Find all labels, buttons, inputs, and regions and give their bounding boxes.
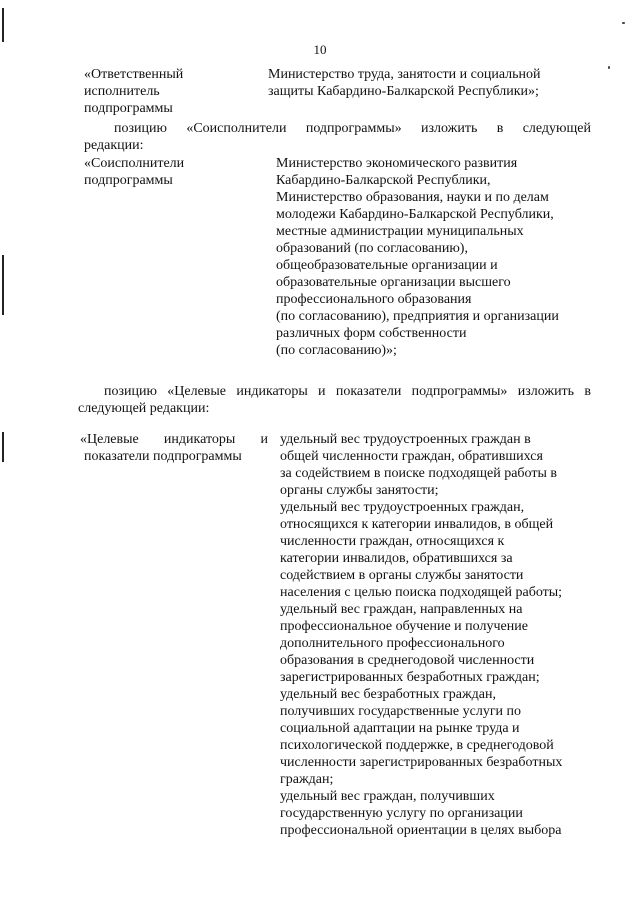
value-line: психологической поддержке, в среднегодовой xyxy=(280,738,554,753)
value-line: образования в среднегодовой численности xyxy=(280,653,535,668)
paragraph-line: следующей редакции: xyxy=(78,401,210,416)
value-line: общей численности граждан, обратившихся xyxy=(280,449,543,464)
target-indicators-label: показатели подпрограммы xyxy=(84,449,242,464)
co-executors-value xyxy=(276,155,559,359)
value-line: зарегистрированных безработных граждан; xyxy=(280,670,540,685)
label-line: «Соисполнители xyxy=(84,156,185,171)
scan-edge-mark-lower xyxy=(2,432,4,462)
value-line: получивших государственные услуги по xyxy=(280,704,522,719)
responsible-executor-value xyxy=(268,66,541,100)
value-line: социальной адаптации на рынке труда и xyxy=(280,721,520,736)
value-line: граждан; xyxy=(280,772,334,787)
value-line: населения с целью поиска подходящей работы; xyxy=(280,585,563,600)
value-line: за содействием в поиске подходящей работы в xyxy=(280,466,557,481)
value-line: защиты Кабардино-Балкарской Республики»; xyxy=(268,84,539,99)
paragraph-line: позицию «Целевые индикаторы и показатели подпрограммы» изложить в xyxy=(104,384,591,399)
co-executors-label xyxy=(84,155,184,189)
value-line: категории инвалидов, обратившихся за xyxy=(280,551,513,566)
value-line: (по согласованию), предприятия и организации xyxy=(276,309,559,324)
value-line: Министерство образования, науки и по делам xyxy=(276,190,549,205)
responsible-executor-label xyxy=(84,66,183,117)
value-line: местные администрации муниципальных xyxy=(276,224,524,239)
paragraph-line: позицию «Соисполнители подпрограммы» изложить в следующей xyxy=(114,121,591,136)
value-line: образований (по согласованию), xyxy=(276,241,468,256)
value-line: удельный вес граждан, направленных на xyxy=(280,602,523,617)
paragraph-line: редакции: xyxy=(84,138,144,153)
value-line: удельный вес трудоустроенных граждан, xyxy=(280,500,525,515)
value-line: образовательные организации высшего xyxy=(276,275,511,290)
value-line: удельный вес граждан, получивших xyxy=(280,789,495,804)
value-line: Кабардино-Балкарской Республики, xyxy=(276,173,491,188)
scan-edge-mark-middle xyxy=(2,255,4,315)
value-line: Министерство труда, занятости и социальной xyxy=(268,67,541,82)
value-line: содействием в органы службы занятости xyxy=(280,568,524,583)
scan-speck xyxy=(608,66,610,69)
value-line: численности граждан, относящихся к xyxy=(280,534,505,549)
value-line: удельный вес безработных граждан, xyxy=(280,687,497,702)
value-line: органы службы занятости; xyxy=(280,483,439,498)
label-line: подпрограммы xyxy=(84,173,173,188)
label-line: «Ответственный xyxy=(84,67,184,82)
label-line: подпрограммы xyxy=(84,101,173,116)
page-number: 10 xyxy=(313,42,327,57)
value-line: профессиональной ориентации в целях выбора xyxy=(280,823,562,838)
value-line: Министерство экономического развития xyxy=(276,156,518,171)
value-line: профессионального образования xyxy=(276,292,472,307)
value-line: удельный вес трудоустроенных граждан в xyxy=(280,432,531,447)
scan-speck xyxy=(622,22,625,24)
value-line: (по согласованию)»; xyxy=(276,343,397,358)
scan-edge-mark-top xyxy=(2,8,4,42)
value-line: молодежи Кабардино-Балкарской Республики, xyxy=(276,207,554,222)
value-line: общеобразовательные организации и xyxy=(276,258,498,273)
value-line: государственную услугу по организации xyxy=(280,806,523,821)
target-indicators-label: «Целевые индикаторы и xyxy=(80,432,268,447)
value-line: профессиональное обучение и получение xyxy=(280,619,528,634)
value-line: численности зарегистрированных безработных xyxy=(280,755,563,770)
target-indicators-value xyxy=(280,431,562,839)
label-line: исполнитель xyxy=(84,84,160,99)
value-line: дополнительного профессионального xyxy=(280,636,505,651)
value-line: относящихся к категории инвалидов, в общей xyxy=(280,517,554,532)
value-line: различных форм собственности xyxy=(276,326,467,341)
